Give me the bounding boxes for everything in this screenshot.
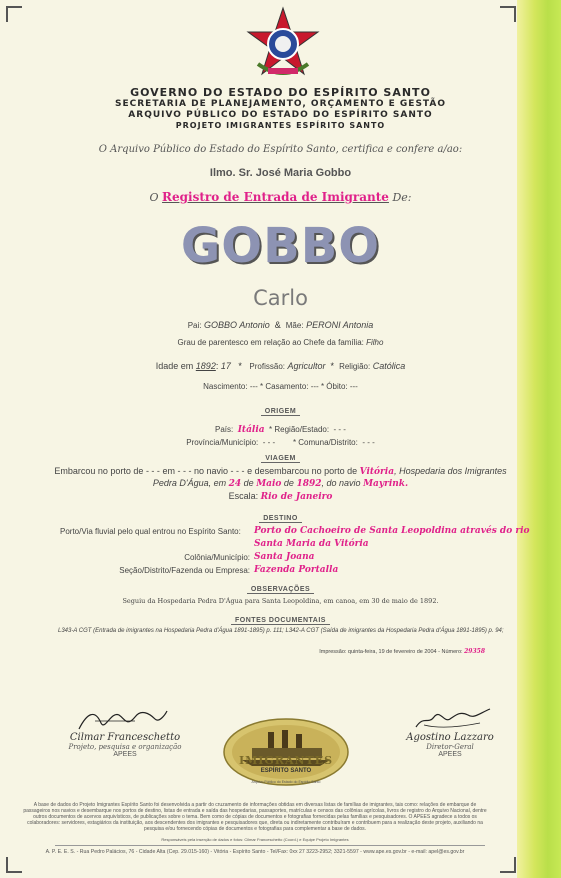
signature-left-block bbox=[50, 732, 200, 758]
footer-divider bbox=[55, 845, 485, 846]
footer-address: A. P. E. E. S. - Rua Pedro Palácios, 76 - Cidade Alta (Cep. 29.015-160) - Vitória - Espírito Santo - Tel/Fax: 0xx 27 3223-2952; 3321-5597 - www.ape.es.gov.br - e-mail: apel@es.gov.br bbox=[45, 849, 465, 855]
departure-port: - - - bbox=[145, 466, 160, 476]
voyage-text: no navio bbox=[194, 466, 229, 476]
comune-label: * Comuna/Distrito: bbox=[292, 438, 358, 447]
sources-title: FONTES DOCUMENTAIS bbox=[231, 617, 330, 625]
province-label: Província/Município: bbox=[186, 438, 259, 447]
corner-mark bbox=[500, 857, 516, 873]
section-value: Fazenda Portalla bbox=[254, 565, 339, 575]
arrival-port: Vitória bbox=[359, 467, 395, 477]
corner-mark bbox=[500, 6, 516, 22]
age-colon: : bbox=[215, 361, 219, 371]
arrival-ship: Mayrink. bbox=[363, 479, 409, 489]
signature-left bbox=[75, 705, 170, 733]
religion-label: Religião: bbox=[339, 362, 371, 371]
vital-dates-row: Nascimento: --- * Casamento: --- * Óbito: --- bbox=[203, 382, 358, 391]
recipient-name: Ilmo. Sr. José Maria Gobbo bbox=[209, 167, 352, 179]
departure-ship: - - - bbox=[230, 466, 245, 476]
destination-section-title bbox=[0, 515, 561, 522]
logo-ring-text: Arquivo Público do Estado do Espírito Santo bbox=[251, 780, 321, 784]
arrival-month: Maio bbox=[256, 479, 282, 489]
registry-title-line bbox=[0, 190, 561, 204]
entry-port-label: Porto/Via fluvial pelo qual entrou no Espírito Santo: bbox=[60, 527, 241, 536]
father-name: GOBBO Antonio bbox=[204, 320, 270, 330]
province-value: - - - bbox=[262, 438, 276, 447]
signer-right-role: Diretor-Geral bbox=[426, 743, 474, 751]
header-line-4: PROJETO IMIGRANTES ESPÍRITO SANTO bbox=[175, 121, 386, 130]
region-value: - - - bbox=[333, 425, 346, 434]
layover-label: Escala: bbox=[228, 491, 259, 501]
signer-right-org: APEES bbox=[438, 751, 462, 758]
comune-value: - - - bbox=[362, 438, 375, 447]
print-info bbox=[0, 648, 485, 655]
voyage-text: de bbox=[283, 478, 294, 488]
separator: * bbox=[330, 361, 335, 371]
arrival-day: 24 bbox=[228, 479, 242, 489]
mother-name: PERONI Antonia bbox=[306, 320, 374, 330]
country-value: Itália bbox=[237, 425, 265, 435]
layover-value: Rio de Janeiro bbox=[260, 492, 333, 502]
header-line-3: ARQUIVO PÚBLICO DO ESTADO DO ESPÍRITO SANTO bbox=[128, 110, 433, 120]
religion-value: Católica bbox=[372, 361, 406, 371]
age-row bbox=[0, 361, 561, 371]
voyage-text: Embarcou no porto de bbox=[54, 466, 144, 476]
footer-note: A base de dados do Projeto Imigrantes Espírito Santo foi desenvolvida a partir do cruzamento de informações obtidas em diversas listas de famílias de imigrantes, tais como: relações de embarque de passageiros nos navios e desembarque nos portos de destino, listas de entrada e saída das hospedarias, passaportes, matrículas e censos das colônias agrícolas, livros de registro do Arquivo Nacional, dentre outros documentos de acervos arquivísticos, de publicações sobre o tema. Bem como de cópias de documentos e fotografias fornecidas pelas famílias e pesquisadores. O APEES agradece a todos os colaboradores: servidores, estagiários da instituição, aos descendentes dos imigrantes e pesquisadores que, direta ou indiretamente contribuíram e contribuem para a realização deste projeto, auxiliando na pesquisa e/ou fornecendo cópias de documentos e fotografias para complementar a base de dados. bbox=[23, 802, 487, 832]
separator: * bbox=[238, 361, 242, 371]
header-line-2: SECRETARIA DE PLANEJAMENTO, ORÇAMENTO E GESTÃO bbox=[115, 99, 446, 109]
observations-title: OBSERVAÇÕES bbox=[247, 586, 314, 594]
origin-province-row bbox=[0, 432, 561, 450]
sources-section-title bbox=[0, 617, 561, 624]
print-label: Impressão: quinta-feira, 19 de fevereiro de 2004 - Número: bbox=[319, 649, 463, 655]
origin-section-title bbox=[0, 408, 561, 415]
parents-row bbox=[0, 320, 561, 330]
mother-label: Mãe: bbox=[285, 321, 304, 330]
corner-mark bbox=[6, 6, 22, 22]
signature-right bbox=[410, 705, 495, 733]
arrival-year: 1892 bbox=[296, 479, 322, 489]
sources-text: L343-A CGT (Entrada de imigrantes na Hospedaria Pedra d'Água 1891-1895) p. 111; L342-A CGT (Saída de imigrantes da Hospedaria Pedra d'Água 1891-1895) p. 94; bbox=[58, 628, 504, 634]
voyage-title: VIAGEM bbox=[261, 455, 300, 463]
surname: GOBBO bbox=[180, 218, 381, 274]
voyage-text: em bbox=[162, 466, 175, 476]
origin-title: ORIGEM bbox=[261, 408, 300, 416]
age-label: Idade em bbox=[155, 361, 194, 371]
colony-label: Colônia/Município: bbox=[184, 553, 250, 562]
voyage-text: Pedra D'Água, em bbox=[152, 478, 227, 488]
age-year: 1892 bbox=[195, 361, 216, 371]
kinship-label: Grau de parentesco em relação ao Chefe da família: bbox=[177, 338, 364, 347]
ampersand: & bbox=[274, 320, 281, 330]
region-label: * Região/Estado: bbox=[269, 425, 330, 434]
signer-left-role: Projeto, pesquisa e organização bbox=[68, 743, 182, 751]
header-line-1: GOVERNO DO ESTADO DO ESPÍRITO SANTO bbox=[130, 86, 431, 99]
signature-right-block bbox=[380, 732, 520, 758]
logo-word: IMIGRANTES bbox=[238, 754, 334, 767]
departure-date: - - - bbox=[177, 466, 192, 476]
voyage-text: , Hospedaria dos Imigrantes bbox=[394, 466, 507, 476]
voyage-text: de bbox=[243, 478, 254, 488]
profession-label: Profissão: bbox=[249, 362, 285, 371]
entry-port-line-1: Porto do Cachoeiro de Santa Leopoldina através do rio bbox=[254, 526, 530, 536]
given-name: Carlo bbox=[253, 286, 308, 310]
kinship-value: Filho bbox=[366, 338, 384, 347]
registry-title: Registro de Entrada de Imigrante bbox=[162, 190, 389, 204]
age-value: 17 bbox=[220, 361, 231, 371]
logo-subtitle: ESPÍRITO SANTO bbox=[260, 768, 312, 774]
imigrantes-logo bbox=[222, 718, 350, 788]
father-label: Pai: bbox=[187, 321, 202, 330]
voyage-text: e desembarcou no porto de bbox=[247, 466, 358, 476]
print-number: 29358 bbox=[464, 648, 485, 655]
signer-left-name: Cilmar Franceschetto bbox=[69, 732, 181, 743]
voyage-line-2 bbox=[0, 478, 561, 489]
voyage-line-1 bbox=[0, 466, 561, 477]
corner-mark bbox=[6, 857, 22, 873]
country-label: País: bbox=[215, 425, 234, 434]
signer-left-org: APEES bbox=[113, 751, 137, 758]
voyage-section-title bbox=[0, 455, 561, 462]
observations-section-title bbox=[0, 586, 561, 593]
observations-text: Seguiu da Hospedaria Pedra D'Água para Santa Leopoldina, em canoa, em 30 de maio de 1892. bbox=[122, 597, 439, 605]
layover-row bbox=[0, 491, 561, 502]
section-label: Seção/Distrito/Fazenda ou Empresa: bbox=[119, 566, 250, 575]
footer-credit: Responsáveis pela inserção de dados e fotos: Cilmar Franceschetto (Coord.) e Equipe Projeto Imigrantes bbox=[161, 837, 349, 842]
registry-suffix: De: bbox=[392, 191, 412, 204]
kinship-row bbox=[0, 338, 561, 347]
state-seal-emblem bbox=[246, 6, 320, 82]
voyage-text: , do navio bbox=[321, 478, 361, 488]
signer-right-name: Agostino Lazzaro bbox=[406, 732, 494, 743]
colony-value: Santa Joana bbox=[254, 552, 315, 562]
certify-text: O Arquivo Público do Estado do Espírito Santo, certifica e confere a/ao: bbox=[98, 144, 463, 155]
ship-emblem bbox=[222, 718, 350, 788]
registry-prefix: O bbox=[149, 191, 159, 204]
profession-value: Agricultor bbox=[287, 361, 326, 371]
entry-port-line-2: Santa Maria da Vitória bbox=[254, 539, 369, 549]
destination-title: DESTINO bbox=[259, 515, 302, 523]
